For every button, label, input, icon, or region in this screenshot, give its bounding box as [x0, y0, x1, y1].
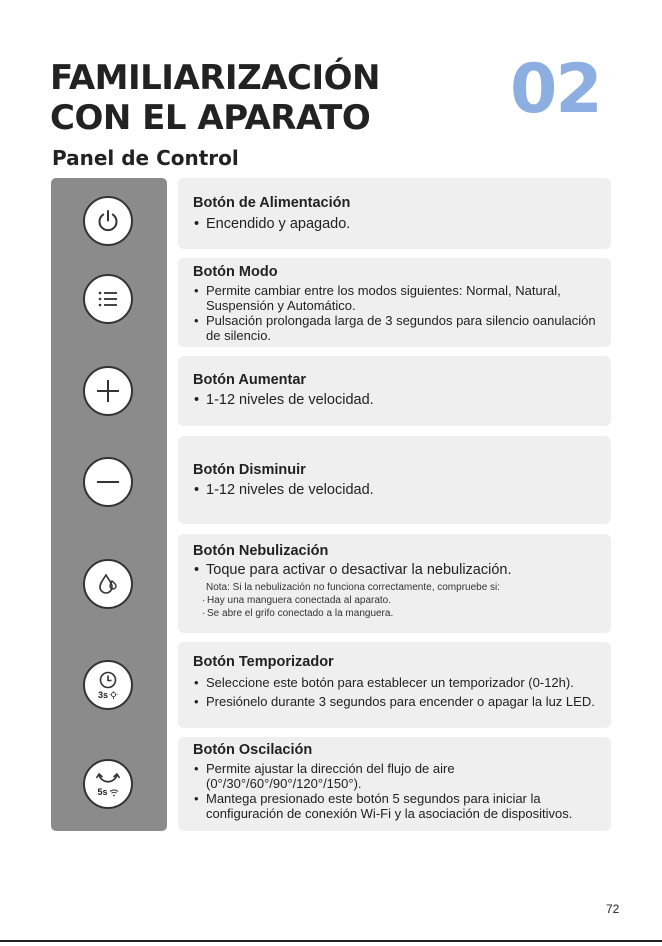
card-mode	[178, 258, 611, 347]
misting-note-item: · Hay una manguera conectada al aparato.	[207, 594, 601, 607]
misting-button[interactable]	[83, 559, 133, 609]
card-title: Botón Oscilación	[193, 742, 313, 758]
plus-icon	[95, 378, 121, 404]
card-misting	[178, 534, 611, 633]
card-title: Botón Modo	[193, 264, 278, 280]
power-icon	[95, 208, 121, 234]
card-timer	[178, 642, 611, 728]
card-title: Botón Disminuir	[193, 462, 306, 478]
control-icon-rail	[51, 178, 167, 831]
misting-note: Nota: Si la nebulización no funciona correctamente, compruebe si:	[206, 582, 501, 593]
card-decrease	[178, 436, 611, 524]
misting-note-item: · Se abre el grifo conectado a la manguera.	[207, 607, 601, 620]
list-icon	[96, 288, 120, 310]
card-bullet: • Toque para activar o desactivar la nebulización.	[193, 561, 601, 579]
oscillation-hold-label: 5s	[97, 788, 118, 797]
page-number: 72	[606, 902, 620, 916]
card-bullet: • Presiónelo durante 3 segundos para encender o apagar la luz LED.	[193, 694, 601, 709]
card-title: Botón de Alimentación	[193, 195, 351, 211]
card-title: Botón Temporizador	[193, 654, 334, 670]
power-button[interactable]	[83, 196, 133, 246]
card-bullet: • Pulsación prolongada larga de 3 segundos para silencio oanulación de silencio.	[193, 313, 601, 343]
card-bullet: • Seleccione este botón para establecer un temporizador (0-12h).	[193, 675, 601, 690]
card-bullet: • 1-12 niveles de velocidad.	[193, 391, 601, 409]
section-number: 02	[510, 50, 601, 129]
card-increase	[178, 356, 611, 426]
card-title: Botón Nebulización	[193, 543, 329, 559]
section-subtitle: Panel de Control	[52, 146, 239, 170]
page-title-line-1: FAMILIARIZACIÓN	[50, 58, 381, 98]
card-bullet: • Permite ajustar la dirección del flujo de aire (0°/30°/60°/90°/120°/150°).	[193, 761, 601, 791]
timer-hold-label: 3s	[98, 691, 118, 700]
wifi-icon	[109, 788, 119, 797]
droplet-icon	[97, 572, 119, 596]
card-bullet: • Encendido y apagado.	[193, 215, 601, 233]
oscillation-button[interactable]	[83, 759, 133, 809]
card-bullet: • 1-12 niveles de velocidad.	[193, 481, 601, 499]
card-power	[178, 178, 611, 249]
clock-icon	[98, 670, 118, 690]
card-title: Botón Aumentar	[193, 372, 307, 388]
decrease-button[interactable]	[83, 457, 133, 507]
mode-button[interactable]	[83, 274, 133, 324]
page-title	[50, 58, 380, 138]
timer-button[interactable]	[83, 660, 133, 710]
card-bullet: • Permite cambiar entre los modos siguientes: Normal, Natural, Suspensión y Automático.	[193, 283, 601, 313]
card-bullet: • Mantega presionado este botón 5 segundos para iniciar la configuración de conexión Wi-Fi y la asociación de dispositivos.	[193, 791, 601, 821]
bottom-rule	[0, 940, 662, 942]
oscillation-icon	[95, 771, 121, 787]
card-oscillation	[178, 737, 611, 831]
light-bulb-icon	[109, 691, 118, 700]
increase-button[interactable]	[83, 366, 133, 416]
minus-icon	[95, 469, 121, 495]
page-title-line-2: CON EL APARATO	[50, 98, 371, 138]
